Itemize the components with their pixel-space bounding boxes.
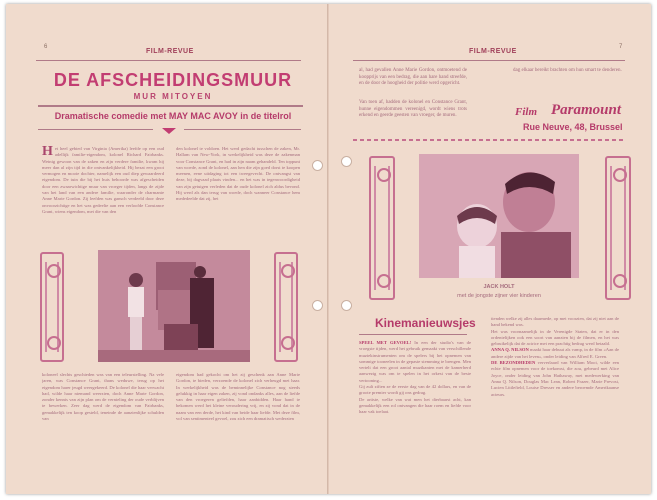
magazine-spread	[6, 4, 651, 494]
binding-hole	[312, 300, 323, 311]
article-column-3: koloneel slechts geschieden was van een teleurstelling. Na vele jaren, was Constance Grant, thans weduwe, terug op het eigendom harer jeugd weergekeerd. De kolonel die haar verwacht had, wilde haar niemand weerzien, doch Anne Marie Gordon, zonder kennis van zijn plan om de vernieling der oude verblijven te bewerken. Zeer dag werd de eigendom van Fairbanks, gemakkelijk ten koop gesteld, teneinde de aanzienlijke schulden van	[42, 372, 164, 422]
film-still-photo	[98, 250, 250, 362]
right-page	[329, 4, 651, 494]
section-title: Kinemanieuwsjes	[375, 316, 476, 330]
photo-caption-name: JACK HOLT	[483, 284, 515, 290]
binding-hole	[312, 160, 323, 171]
left-page	[6, 4, 329, 494]
section-rule	[359, 334, 467, 335]
page-number: 6	[44, 44, 48, 50]
continued-text-a: al, had gevallen Anne Marie Gordon, ontmoetend de koopprijs van een bedrag, die aan hare hand streefde, en de door de hoogheid der politie werd opgericht.	[359, 68, 467, 86]
decorative-dotted-rule	[353, 139, 625, 141]
article-column-1: Het heel gebied van Virginia (Amerika) leefde op een oud adellijk familie-eigendom, kolonel Richard Fairbanks. Weinig gewoon van de zaken en zijn verdere familie, kwam hij meer dan al zijn tijd in die ontvankelijkheid. Hij bezat een groot vermogen en mooie dochter, namelijk een oud diep gewaardeerd eigendom. De tuin die bij het huis behoorde was afgescheiden door een zwaarwichtige muur van vroeger tijden, langs de zijde van het land van een andere familie, waaronder de charmante Anne Marie Gordon. Zij leefden was gansch verdeeld door deze onvoorzichtige en het was gedeelte aan een verloofde Constance Grant, wiens eigendom, met die van den	[42, 146, 164, 214]
art-nouveau-ornament-right	[605, 156, 631, 300]
binding-hole	[341, 156, 352, 167]
art-nouveau-ornament-left	[40, 252, 64, 362]
ornament-rule-right	[184, 129, 301, 130]
running-head: FILM-REVUE	[146, 48, 194, 55]
page-number: 7	[619, 44, 623, 50]
title-ornament-icon	[162, 128, 176, 134]
paramount-logo: Paramount	[551, 102, 622, 118]
ad-address: Rue Neuve, 48, Brussel	[523, 122, 623, 132]
news-column-1: SPEEL MET GEVOEL! In een der studio's van de vroegste tijden, werd het gebruik gemaakt van verschillende muziekinstrumenten om de spelers bij het opnemen van sommige tooneelen in de gepaste stemming te brengen. Men vertelt dat een groot aantal muzikanten met de kamerherd aanwezig was om te spelen in het orkest van de beste vertooning... Gij zult ziften ze de eerste dag van de 42 dollars, en van de groote premier wordt gij ons gedrag. De artiste, welke van wat men het dierbaarst acht, kan gemakkelijk een rol ontvangen die haar roem en liefde voor haar vak toelaat.	[359, 340, 471, 415]
portrait-photo	[419, 154, 579, 278]
news-heading: SPEEL MET GEVOEL!	[359, 340, 412, 345]
continued-text-c: dag elkaar bereikt brachten om hun smart te denderen.	[513, 68, 622, 73]
art-nouveau-ornament-left	[369, 156, 395, 300]
article-tagline: Dramatische comedie met MAY MAC AVOY in de titelrol	[54, 111, 292, 121]
running-head: FILM-REVUE	[469, 48, 517, 55]
title-rule	[38, 105, 303, 107]
header-rule	[353, 60, 625, 61]
news-column-2: tienden welke zij alles daarmede, op met voorzien, dat zij niet aan de hand bekend was. Het was voornaamelijk in de Verenigde Staten, dat er in den ordentelijken ook een soort van aanzien bij de filmen, en het was gebruikelijk dat de actrice met een prachtig bedrag werd betaald. ANNA Q. NILSON maakt haar debuut als vamp, in de film «Aan de andere zijde van het leven», onder leiding van Alfred E. Green. DE BEZONDHEDEN ververlaard van William Mooi, wilde een echte film opnemen voor de toekomst, die zou, gebeurd met Alice Joyce, onder leiding van John Hathaway, met medewerking van Anna Q. Nilson, Douglas Mac Lean, Robert Frazer, Marie Prevost, Lucien Littlefield, Louise Dresser en andere beroemde Amerikaanse acteurs.	[491, 316, 619, 397]
article-column-2: den kolonel te voldoen. Het werd gedacht tusschen de zaken, Mr. Hallam van New-York, in werkelijkheid was deze de zakenman voor Constance Grant, en had in zijn naam gehandeld. Ten toppunt van woede, zond de kolonel, aan hen die zijn goed dorst te koopen meenen, eene uitdaging tot een tweegevecht. De ontvangst van deze, bij dagvaad plaats vinden... en het was in tegenwoordigheid van zijn getuigen verleden dat de oude kolonel zich aldus bevond. Hij werd als dan terug van woede, doch wanneer Constance hem mededeelde dat zij, het	[176, 146, 300, 202]
binding-hole	[341, 300, 352, 311]
continued-text-b: Van toen af, hadden de kolonel en Constance Grant, hunne eigendommen vereenigd, wordt wiens trots erkend en geerde geesten van vroeger, de muren.	[359, 100, 467, 118]
photo-caption-text: met de jongste zijner vier kinderen	[457, 293, 541, 299]
article-subtitle: MUR MITOYEN	[133, 92, 213, 101]
art-nouveau-ornament-right	[274, 252, 298, 362]
article-column-4: eigendom had gekocht om het zij geschenk aan Anne Marie Gordon, te bieden, verzoende de kolonel zich verheugd met haar. In werkelijkheid was de beminnelijke Constance nog steeds gelukkig in haar eigen zaken, zij vond ondanks alles, aan de liefde van den vroegeren geliefden, haar aanbidden. Haar hand te bekomen werd het kleine veroudering vrij, en zij vond dat in de naam van een derde, het kind van beide haar liefde. Met deze film, vol van sentimenteel gevoel, zou zich een dramatisch wederzien	[176, 372, 300, 422]
news-heading: DE BEZONDHEDEN	[491, 360, 536, 366]
article-title: DE AFSCHEIDINGSMUUR	[53, 70, 293, 90]
ad-film-label: Film	[515, 106, 538, 118]
drop-cap: H	[42, 146, 53, 159]
ornament-rule-left	[38, 129, 153, 130]
header-rule	[36, 60, 301, 61]
news-heading: ANNA Q. NILSON	[491, 347, 529, 353]
